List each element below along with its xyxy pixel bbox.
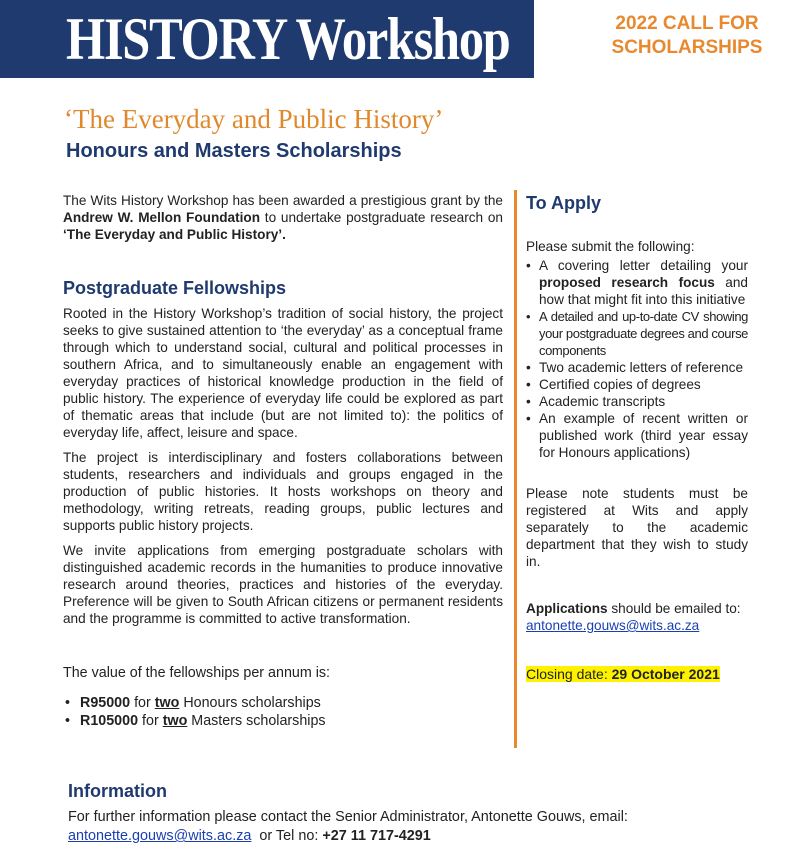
list-item [63, 694, 503, 712]
list-item: • Academic transcripts [526, 393, 748, 410]
info-email-link[interactable]: antonette.gouws@wits.ac.za [68, 828, 252, 844]
value-count: two [154, 695, 180, 711]
closing-label-text: Closing date: [526, 666, 612, 682]
requirements-intro: Please submit the following: [526, 239, 695, 254]
fellowships-paragraph-2: The project is interdisciplinary and fosters collaborations between students, researchers and individuals and groups engaged in the production of public histories. It hosts workshops on theory and methodology, writing retreats, reading groups, public lectures and supports public history projects. [63, 450, 503, 533]
intro-theme: ‘The Everyday and Public History’. [63, 227, 286, 242]
information-text [68, 808, 758, 846]
fellowships-paragraph-3: We invite applications from emerging postgraduate scholars with distinguished academic records in the humanities to produce innovative research around theories, practices and histories of the everyday. Preference will be given to South African citizens or permanent residents and the programme is committed to active transformation. [63, 543, 503, 626]
list-item [526, 257, 748, 308]
requirements-list [526, 257, 748, 461]
apply-email-link[interactable]: antonette.gouws@wits.ac.za [526, 618, 700, 633]
scholarship-subtitle: Honours and Masters Scholarships [66, 140, 402, 162]
foundation-name: Andrew W. Mellon Foundation [63, 210, 261, 225]
closing-date-value: 29 October 2021 [611, 666, 720, 682]
applications-text: should be emailed to: [607, 601, 741, 616]
value-count: two [162, 713, 188, 729]
value-type: Honours scholarships [179, 695, 321, 711]
list-item: • Certified copies of degrees [526, 376, 748, 393]
fellowships-paragraph-1: Rooted in the History Workshop’s tradition of social history, the project seeks to give sustained attention to ‘the everyday’ as a conceptual frame through which to understand social, cultural and political processes in southern Africa, and to simultaneously enable an engagement with everyday practices of historical knowledge production in the field of public history. The experience of everyday life could be explored as part of thematic areas that include (but are not limited to): the politics of everyday life, affect, leisure and space. [63, 306, 503, 440]
requirement-text: and how that might fit into this initiative [539, 275, 748, 307]
value-connector: for [130, 695, 155, 711]
list-item: • An example of recent written or published work (third year essay for Honours applications) [526, 410, 748, 461]
list-item [63, 712, 503, 730]
list-item: • A detailed and up-to-date CV showing your postgraduate degrees and course components [526, 308, 748, 359]
theme-subtitle: ‘The Everyday and Public History’ [64, 104, 444, 134]
intro-paragraph [63, 192, 503, 243]
applications-instructions [526, 600, 748, 634]
registration-note: Please note students must be registered at Wits and apply separately to the academic department that they wish to study in. [526, 486, 748, 569]
value-connector: for [138, 713, 163, 729]
value-amount: R95000 [80, 695, 131, 711]
requirement-emphasis: proposed research focus [539, 275, 715, 290]
call-line-2: SCHOLARSHIPS [611, 37, 763, 58]
value-list [63, 694, 503, 730]
information-heading: Information [68, 781, 167, 801]
closing-label [526, 666, 720, 682]
intro-text-1: The Wits History Workshop has been awarded a prestigious grant by the [63, 193, 503, 208]
closing-date [526, 666, 748, 683]
title-banner [0, 0, 534, 78]
call-for-scholarships [592, 12, 782, 60]
fellowships-heading: Postgraduate Fellowships [63, 278, 287, 298]
value-type: Masters scholarships [187, 713, 326, 729]
value-intro: The value of the fellowships per annum is: [63, 665, 331, 681]
call-line-1: 2022 CALL FOR [615, 13, 759, 34]
tel-number: +27 11 717-4291 [322, 828, 431, 844]
information-body: For further information please contact the Senior Administrator, Antonette Gouws, email: [68, 809, 628, 825]
value-amount: R105000 [80, 713, 139, 729]
applications-label: Applications [526, 601, 608, 616]
column-divider [514, 190, 517, 748]
intro-text-2: to undertake postgraduate research on [260, 210, 503, 225]
list-item: • Two academic letters of reference [526, 359, 748, 376]
right-column [526, 192, 748, 683]
page-title: HISTORY Workshop [66, 6, 510, 72]
requirement-text: A covering letter detailing your [539, 258, 748, 273]
left-column [63, 192, 503, 730]
apply-heading: To Apply [526, 193, 601, 213]
information-section [68, 780, 758, 846]
tel-label: or Tel no: [251, 828, 323, 844]
